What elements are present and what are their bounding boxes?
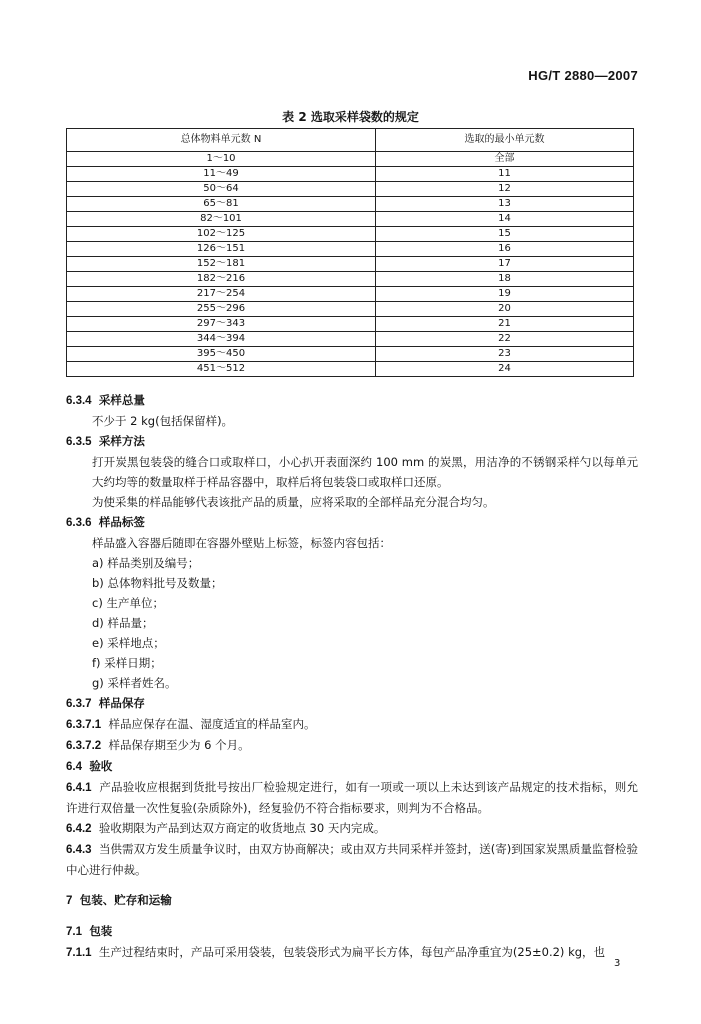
cell-total-units: 217～254 xyxy=(67,287,376,302)
cell-total-units: 50～64 xyxy=(67,182,376,197)
section-title: 采样总量 xyxy=(98,393,145,407)
sampling-bags-table xyxy=(66,128,634,377)
list-item: b) 总体物料批号及数量； xyxy=(92,576,223,590)
section-number: 6.3.6 xyxy=(66,517,92,529)
cell-min-units: 21 xyxy=(376,317,634,332)
cell-min-units: 全部 xyxy=(376,152,634,167)
cell-total-units: 344～394 xyxy=(67,332,376,347)
section-number: 6.4 xyxy=(66,761,82,773)
list-item: c) 生产单位； xyxy=(92,596,164,610)
page-number: 3 xyxy=(614,958,621,969)
cell-min-units: 11 xyxy=(376,167,634,182)
table-row xyxy=(67,347,634,362)
cell-min-units: 22 xyxy=(376,332,634,347)
table-row xyxy=(67,212,634,227)
cell-min-units: 12 xyxy=(376,182,634,197)
section-number: 7.1.1 xyxy=(66,947,92,959)
paragraph: 当供需双方发生质量争议时，由双方协商解决；或由双方共同采样并签封，送(寄)到国家炭黑质量监督检验中心进行仲裁。 xyxy=(66,842,638,877)
list-item: e) 采样地点； xyxy=(92,636,165,650)
section-number: 7.1 xyxy=(66,926,82,938)
table-body xyxy=(67,152,634,377)
list-item: d) 样品量； xyxy=(92,616,154,630)
cell-min-units: 16 xyxy=(376,242,634,257)
cell-min-units: 17 xyxy=(376,257,634,272)
paragraph: 验收期限为产品到达双方商定的收货地点 30 天内完成。 xyxy=(98,821,386,835)
section-number: 7 xyxy=(66,895,73,907)
section-number: 6.4.3 xyxy=(66,844,92,856)
cell-min-units: 18 xyxy=(376,272,634,287)
document-body xyxy=(66,390,638,963)
table-row xyxy=(67,302,634,317)
cell-total-units: 65～81 xyxy=(67,197,376,212)
paragraph: 打开炭黑包装袋的缝合口或取样口，小心扒开表面深约 100 mm 的炭黑，用洁净的不锈钢采样勺以每单元大约均等的数量取样于样品容器中，取样后将包装袋口或取样口还原。 xyxy=(92,455,638,489)
table-title: 表 2 选取采样袋数的规定 xyxy=(282,110,419,124)
cell-total-units: 451～512 xyxy=(67,362,376,377)
column-header-total-units: 总体物料单元数 N xyxy=(67,129,376,152)
section-number: 6.3.7 xyxy=(66,698,92,710)
paragraph: 样品保存期至少为 6 个月。 xyxy=(108,738,250,752)
cell-min-units: 20 xyxy=(376,302,634,317)
table-row xyxy=(67,227,634,242)
column-header-min-units: 选取的最小单元数 xyxy=(376,129,634,152)
paragraph: 产品验收应根据到货批号按出厂检验规定进行，如有一项或一项以上未达到该产品规定的技术指标，则允许进行双倍量一次性复验(杂质除外)，经复验仍不符合指标要求，则判为不合格品。 xyxy=(66,780,639,815)
cell-total-units: 152～181 xyxy=(67,257,376,272)
paragraph: 为使采集的样品能够代表该批产品的质量，应将采取的全部样品充分混合均匀。 xyxy=(92,495,495,509)
cell-min-units: 24 xyxy=(376,362,634,377)
cell-total-units: 297～343 xyxy=(67,317,376,332)
section-title: 包装 xyxy=(89,924,113,938)
list-item: g) 采样者姓名。 xyxy=(92,676,177,690)
section-number: 6.3.5 xyxy=(66,436,92,448)
table-row xyxy=(67,287,634,302)
cell-min-units: 14 xyxy=(376,212,634,227)
table-row xyxy=(67,272,634,287)
table-row xyxy=(67,182,634,197)
table-row xyxy=(67,152,634,167)
cell-total-units: 126～151 xyxy=(67,242,376,257)
cell-total-units: 255～296 xyxy=(67,302,376,317)
table-row xyxy=(67,167,634,182)
table-row xyxy=(67,242,634,257)
cell-min-units: 13 xyxy=(376,197,634,212)
paragraph: 生产过程结束时，产品可采用袋装，包装袋形式为扁平长方体，每包产品净重宜为(25±0.2) kg，也 xyxy=(98,945,606,959)
section-title: 样品保存 xyxy=(98,696,145,710)
section-number: 6.4.2 xyxy=(66,823,92,835)
cell-min-units: 15 xyxy=(376,227,634,242)
section-number: 6.3.4 xyxy=(66,395,92,407)
cell-total-units: 395～450 xyxy=(67,347,376,362)
section-title: 验收 xyxy=(89,759,113,773)
section-title: 样品标签 xyxy=(98,515,145,529)
cell-total-units: 182～216 xyxy=(67,272,376,287)
section-number: 6.3.7.2 xyxy=(66,740,102,752)
list-item: f) 采样日期； xyxy=(92,656,162,670)
list-item: a) 样品类别及编号； xyxy=(92,556,200,570)
section-number: 6.3.7.1 xyxy=(66,719,102,731)
table-row xyxy=(67,257,634,272)
section-title: 采样方法 xyxy=(98,434,145,448)
cell-min-units: 19 xyxy=(376,287,634,302)
table-row xyxy=(67,197,634,212)
table-row xyxy=(67,332,634,347)
cell-min-units: 23 xyxy=(376,347,634,362)
paragraph: 不少于 2 kg(包括保留样)。 xyxy=(92,414,234,428)
cell-total-units: 102～125 xyxy=(67,227,376,242)
table-header-row xyxy=(67,129,634,152)
section-number: 6.4.1 xyxy=(66,782,92,794)
cell-total-units: 1～10 xyxy=(67,152,376,167)
standard-code: HG/T 2880—2007 xyxy=(528,68,638,83)
paragraph: 样品盛入容器后随即在容器外壁贴上标签，标签内容包括： xyxy=(92,536,391,550)
cell-total-units: 11～49 xyxy=(67,167,376,182)
section-title: 包装、贮存和运输 xyxy=(79,893,172,907)
table-row xyxy=(67,317,634,332)
cell-total-units: 82～101 xyxy=(67,212,376,227)
table-row xyxy=(67,362,634,377)
paragraph: 样品应保存在温、湿度适宜的样品室内。 xyxy=(108,717,316,731)
